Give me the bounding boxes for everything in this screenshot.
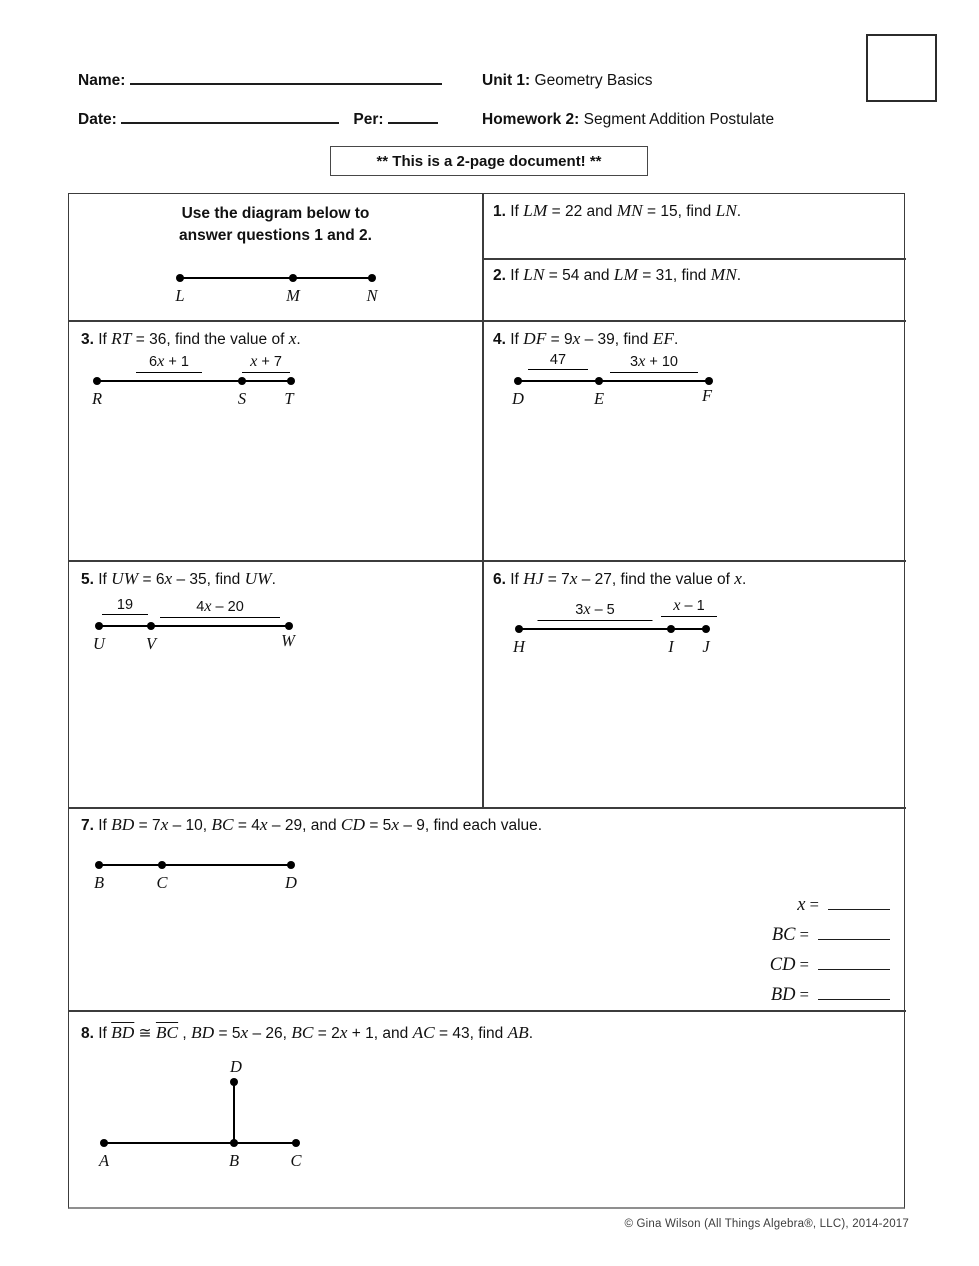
point-dot	[514, 377, 522, 385]
row1-instructions-line1: Use the diagram below to	[181, 205, 370, 222]
question-text: If UW = 6x – 35, find UW.	[98, 569, 276, 588]
point-dot	[667, 625, 675, 633]
homework-title: Segment Addition Postulate	[583, 111, 775, 128]
answer-row-bc	[772, 924, 890, 945]
question-text: If $\overline{BD}$ ≅ $\overline{BC}$ , BD = 5x – 26, BC = 2x + 1, and AC = 43, find AB.	[98, 1023, 534, 1042]
unit-label: Unit 1:	[482, 72, 531, 89]
measure-label: 3x – 5	[538, 600, 653, 621]
date-label: Date:	[78, 111, 117, 128]
question-text: If RT = 36, find the value of x.	[98, 329, 301, 348]
point-label: F	[701, 386, 713, 405]
segment-line-vertical	[233, 1082, 235, 1144]
point-label: B	[93, 873, 105, 892]
point-label: N	[366, 286, 378, 305]
point-label: D	[512, 389, 524, 408]
answer-blank-line	[818, 967, 890, 970]
point-label: I	[668, 637, 674, 656]
point-label: D	[285, 873, 297, 892]
name-blank-line	[130, 82, 442, 85]
question-text: If LM = 22 and MN = 15, find LN.	[510, 201, 742, 220]
point-dot	[595, 377, 603, 385]
question-number: 5.	[81, 571, 94, 588]
question-5	[81, 568, 476, 590]
answer-row-bd	[771, 984, 890, 1005]
point-label: W	[281, 631, 295, 650]
point-dot	[285, 622, 293, 630]
question-number: 6.	[493, 571, 506, 588]
footer-credit: © Gina Wilson (All Things Algebra®, LLC), 2014-2017	[624, 1218, 909, 1230]
point-dot	[158, 861, 166, 869]
point-label: R	[91, 389, 103, 408]
measure-label: 3x + 10	[610, 352, 698, 373]
point-label: S	[237, 389, 247, 408]
measure-label: 47	[528, 352, 588, 370]
grade-box	[866, 34, 937, 102]
point-label: T	[284, 389, 294, 408]
measure-label: x + 7	[242, 352, 290, 373]
question-text: If HJ = 7x – 27, find the value of x.	[510, 569, 747, 588]
grid-hline-row2	[69, 560, 906, 562]
answer-label: BD =	[770, 984, 813, 1004]
segment-line	[97, 380, 291, 382]
question-2	[493, 264, 898, 286]
point-dot	[147, 622, 155, 630]
question-number: 2.	[493, 267, 506, 284]
point-label: D	[230, 1057, 242, 1076]
grid-hline-row3	[69, 807, 906, 809]
answer-label: BC =	[771, 924, 813, 944]
question-3	[81, 328, 476, 350]
measure-label: x – 1	[661, 596, 717, 617]
date-blank-line	[121, 121, 339, 124]
per-blank-line	[388, 121, 438, 124]
point-label: U	[93, 634, 105, 653]
question-number: 3.	[81, 331, 94, 348]
point-dot	[292, 1139, 300, 1147]
segment-line	[180, 277, 372, 279]
grid-hline-q1-q2	[482, 258, 906, 260]
row1-instructions-line2: answer questions 1 and 2.	[179, 227, 372, 244]
point-label: H	[513, 637, 525, 656]
unit-title-row	[482, 72, 653, 90]
grid-hline-row1	[69, 320, 906, 322]
point-label: C	[156, 873, 168, 892]
point-label: M	[286, 286, 300, 305]
question-text: If DF = 9x – 39, find EF.	[510, 329, 679, 348]
measure-label: 4x – 20	[160, 597, 280, 618]
answer-label: CD =	[769, 954, 813, 974]
segment-line	[519, 628, 706, 630]
question-text: If LN = 54 and LM = 31, find MN.	[510, 265, 742, 284]
point-label: C	[290, 1151, 302, 1170]
answer-label: x =	[797, 894, 823, 914]
point-label: B	[228, 1151, 240, 1170]
point-dot	[95, 861, 103, 869]
homework-title-row	[482, 111, 774, 129]
question-6	[493, 568, 893, 590]
segment-line	[99, 864, 291, 866]
question-number: 4.	[493, 331, 506, 348]
point-dot	[287, 861, 295, 869]
point-label: L	[175, 286, 185, 305]
answer-row-x	[797, 894, 890, 915]
segment-line	[99, 625, 289, 627]
name-field-row	[78, 72, 442, 90]
point-dot	[93, 377, 101, 385]
point-dot	[702, 625, 710, 633]
grid-hline-row4	[69, 1010, 906, 1012]
unit-title: Geometry Basics	[534, 72, 653, 89]
answer-blank-line	[828, 907, 890, 910]
answer-blank-line	[818, 997, 890, 1000]
name-label: Name:	[78, 72, 126, 89]
segment-line	[518, 380, 709, 382]
point-dot	[95, 622, 103, 630]
point-dot	[289, 274, 297, 282]
row1-instructions	[69, 203, 482, 247]
point-label: J	[702, 637, 710, 656]
point-dot	[368, 274, 376, 282]
point-dot	[515, 625, 523, 633]
question-4	[493, 328, 893, 350]
question-7	[81, 814, 891, 836]
two-page-banner: ** This is a 2-page document! **	[330, 146, 648, 176]
worksheet-table	[68, 193, 905, 1209]
question-number: 1.	[493, 203, 506, 220]
answer-row-cd	[770, 954, 890, 975]
point-dot	[287, 377, 295, 385]
per-label: Per:	[353, 111, 384, 128]
point-dot	[705, 377, 713, 385]
question-8	[81, 1022, 891, 1044]
question-number: 7.	[81, 817, 94, 834]
segment-line	[104, 1142, 296, 1144]
point-label: E	[593, 389, 605, 408]
measure-label: 19	[102, 597, 148, 615]
answer-blank-line	[818, 937, 890, 940]
point-dot	[176, 274, 184, 282]
point-dot	[238, 377, 246, 385]
point-label: V	[145, 634, 157, 653]
point-dot	[100, 1139, 108, 1147]
point-dot	[230, 1139, 238, 1147]
measure-label: 6x + 1	[136, 352, 202, 373]
homework-label: Homework 2:	[482, 111, 580, 128]
point-label: A	[98, 1151, 110, 1170]
question-number: 8.	[81, 1025, 94, 1042]
question-1	[493, 200, 898, 222]
grid-vline-center	[482, 194, 484, 807]
date-per-row	[78, 111, 438, 129]
question-text: If BD = 7x – 10, BC = 4x – 29, and CD = 5x – 9, find each value.	[98, 815, 543, 834]
